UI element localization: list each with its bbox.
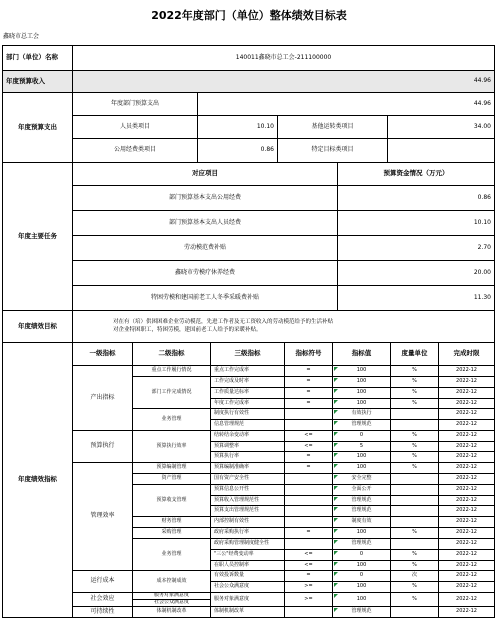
indicator-time: 2022-12 bbox=[439, 463, 495, 474]
indicator-sym: = bbox=[285, 528, 333, 539]
indicator-val: 100 bbox=[333, 366, 391, 377]
indicator-val: 100 bbox=[333, 593, 391, 607]
dept-label: 部门（单位）名称 bbox=[3, 46, 73, 71]
cell-comment-marker bbox=[334, 486, 338, 490]
indicator-ind: 社会公众满意度 bbox=[211, 582, 285, 593]
indicator-ind: 结转结余变动率 bbox=[211, 431, 285, 442]
level1-cell: 可持续性 bbox=[73, 607, 133, 618]
task-value: 11.30 bbox=[338, 286, 495, 311]
task-name: 劳动模范费补贴 bbox=[73, 236, 338, 261]
indicator-sym: = bbox=[285, 388, 333, 399]
indicator-val: 100 bbox=[333, 463, 391, 474]
indicator-unit bbox=[391, 506, 439, 517]
indicator-ind: 内部控制有效性 bbox=[211, 517, 285, 528]
indicator-unit bbox=[391, 517, 439, 528]
public-label: 公用经费类项目 bbox=[73, 139, 198, 163]
cell-comment-marker bbox=[334, 389, 338, 393]
indicator-time: 2022-12 bbox=[439, 388, 495, 399]
indicator-sym: >= bbox=[285, 593, 333, 607]
level2-cell: 部门工作完成情况 bbox=[133, 377, 211, 409]
cell-comment-marker bbox=[334, 608, 338, 612]
indicator-ind: 在职人员控制率 bbox=[211, 561, 285, 571]
indicator-sym bbox=[285, 485, 333, 496]
indicator-val: 0 bbox=[333, 550, 391, 561]
ind-header: 一级指标 bbox=[73, 343, 133, 366]
indicator-unit bbox=[391, 496, 439, 506]
income-label: 年度预算收入 bbox=[3, 71, 73, 93]
indicator-ind: 预算执行率 bbox=[211, 452, 285, 463]
operation-value: 34.00 bbox=[388, 116, 495, 139]
indicator-val: 有效执行 bbox=[333, 409, 391, 420]
indicator-unit: % bbox=[391, 388, 439, 399]
cell-comment-marker bbox=[334, 443, 338, 447]
indicator-val: 管理规范 bbox=[333, 420, 391, 431]
indicator-sym: = bbox=[285, 377, 333, 388]
indicator-val: 安全完整 bbox=[333, 474, 391, 485]
level2-cell: 业务管理 bbox=[133, 539, 211, 571]
indicator-time: 2022-12 bbox=[439, 571, 495, 582]
special-value bbox=[388, 139, 495, 163]
cell-comment-marker bbox=[334, 572, 338, 576]
ind-header: 指标值 bbox=[333, 343, 391, 366]
indicator-unit: % bbox=[391, 442, 439, 452]
ind-header: 指标符号 bbox=[285, 343, 333, 366]
indicator-val: 100 bbox=[333, 452, 391, 463]
indicator-sym bbox=[285, 506, 333, 517]
indicator-val: 5 bbox=[333, 442, 391, 452]
indicator-ind: 重点工作完成率 bbox=[211, 366, 285, 377]
indicator-unit: % bbox=[391, 561, 439, 571]
indicator-sym: <= bbox=[285, 561, 333, 571]
level2-cell: 业务管理 bbox=[133, 409, 211, 431]
indicator-unit bbox=[391, 474, 439, 485]
personnel-label: 人员类项目 bbox=[73, 116, 198, 139]
indicator-sym bbox=[285, 409, 333, 420]
indicator-ind: 政府采购管理制度健全性 bbox=[211, 539, 285, 550]
ind-header: 二级指标 bbox=[133, 343, 211, 366]
operation-label: 基他运转类项目 bbox=[278, 116, 388, 139]
indicator-unit: % bbox=[391, 593, 439, 607]
indicator-ind: 政府采购执行率 bbox=[211, 528, 285, 539]
income-value: 44.96 bbox=[73, 71, 495, 93]
level2-cell: 体制机制改革 bbox=[133, 607, 211, 618]
indicator-unit: % bbox=[391, 452, 439, 463]
indicator-unit: % bbox=[391, 377, 439, 388]
cell-comment-marker bbox=[334, 421, 338, 425]
indicator-sym: <= bbox=[285, 431, 333, 442]
indicator-unit: 次 bbox=[391, 571, 439, 582]
expense-label: 年度预算支出 bbox=[3, 93, 73, 163]
indicator-sym bbox=[285, 517, 333, 528]
indicator-val: 管理规范 bbox=[333, 506, 391, 517]
indicator-time: 2022-12 bbox=[439, 399, 495, 409]
indicator-time: 2022-12 bbox=[439, 366, 495, 377]
indicator-sym bbox=[285, 607, 333, 618]
indicator-unit: % bbox=[391, 582, 439, 593]
indicator-time: 2022-12 bbox=[439, 528, 495, 539]
level2-cell: 预算收支管理 bbox=[133, 485, 211, 517]
indicator-val: 管理规范 bbox=[333, 607, 391, 618]
indicator-time: 2022-12 bbox=[439, 474, 495, 485]
special-label: 特定目标类项目 bbox=[278, 139, 388, 163]
cell-comment-marker bbox=[334, 400, 338, 404]
task-value: 20.00 bbox=[338, 261, 495, 286]
level1-cell: 预算执行 bbox=[73, 431, 133, 463]
task-name: 鑫晓市劳模疗休养经费 bbox=[73, 261, 338, 286]
cell-comment-marker bbox=[334, 367, 338, 371]
cell-comment-marker bbox=[334, 551, 338, 555]
indicator-sym: <= bbox=[285, 442, 333, 452]
goal-text bbox=[73, 311, 495, 343]
indicator-ind: "三公"经费变动率 bbox=[211, 550, 285, 561]
indicator-time: 2022-12 bbox=[439, 420, 495, 431]
indicator-time: 2022-12 bbox=[439, 561, 495, 571]
cell-comment-marker bbox=[334, 378, 338, 382]
indicator-ind: 有效投诉数量 bbox=[211, 571, 285, 582]
dept-value: 140011鑫晓市总工会-211100000 bbox=[73, 46, 495, 71]
indicator-time: 2022-12 bbox=[439, 496, 495, 506]
task-name: 特困劳模和建国前老工人冬季采暖费补贴 bbox=[73, 286, 338, 311]
indicator-time: 2022-12 bbox=[439, 607, 495, 618]
task-value: 2.70 bbox=[338, 236, 495, 261]
tasks-label: 年度主要任务 bbox=[3, 163, 73, 311]
indicator-ind: 信息管理规范 bbox=[211, 420, 285, 431]
indicator-time: 2022-12 bbox=[439, 452, 495, 463]
indicator-val: 0 bbox=[333, 571, 391, 582]
level2-cell: 采购管理 bbox=[133, 528, 211, 539]
level1-cell: 运行成本 bbox=[73, 571, 133, 593]
expense-total-value: 44.96 bbox=[198, 93, 495, 116]
indicator-unit bbox=[391, 607, 439, 618]
indicator-val: 管理规范 bbox=[333, 539, 391, 550]
indicator-time: 2022-12 bbox=[439, 409, 495, 420]
cell-comment-marker bbox=[334, 453, 338, 457]
goal-label: 年度绩效目标 bbox=[3, 311, 73, 343]
indicator-val: 0 bbox=[333, 431, 391, 442]
page-title: 2022年度部门（单位）整体绩效目标表 bbox=[151, 9, 347, 22]
cell-comment-marker bbox=[334, 594, 338, 598]
indicator-sym: >= bbox=[285, 582, 333, 593]
indicator-time: 2022-12 bbox=[439, 593, 495, 607]
task-name: 部门预算基本支出公用经费 bbox=[73, 186, 338, 211]
cell-comment-marker bbox=[334, 497, 338, 501]
level2-cell: 预算执行效率 bbox=[133, 431, 211, 463]
indicator-unit: % bbox=[391, 463, 439, 474]
indicator-sym bbox=[285, 474, 333, 485]
indicator-ind: 工作完成及时率 bbox=[211, 377, 285, 388]
indicator-val: 100 bbox=[333, 582, 391, 593]
level2-cell: 社会公众满意度 bbox=[133, 600, 211, 607]
cell-comment-marker bbox=[334, 518, 338, 522]
indicator-sym: = bbox=[285, 463, 333, 474]
indicator-ind: 预算支出管理规范性 bbox=[211, 506, 285, 517]
indicator-sym: = bbox=[285, 366, 333, 377]
indicator-sym bbox=[285, 496, 333, 506]
indicator-sym: = bbox=[285, 571, 333, 582]
indicator-time: 2022-12 bbox=[439, 442, 495, 452]
indicator-val: 管理规范 bbox=[333, 496, 391, 506]
tasks-col-project: 对应项目 bbox=[73, 163, 338, 186]
level1-cell: 社会效应 bbox=[73, 593, 133, 607]
indicator-unit: % bbox=[391, 550, 439, 561]
goal-text-line2: 对企业特困职工，特困劳模，建国前老工人给予的采暖补贴。 bbox=[113, 326, 262, 333]
task-value: 10.10 bbox=[338, 211, 495, 236]
indicator-unit: % bbox=[391, 366, 439, 377]
personnel-value: 10.10 bbox=[198, 116, 278, 139]
task-name: 部门预算基本支出人员经费 bbox=[73, 211, 338, 236]
cell-comment-marker bbox=[334, 540, 338, 544]
indicator-val: 100 bbox=[333, 377, 391, 388]
level2-cell: 重点工作履行情况 bbox=[133, 366, 211, 377]
indicator-val: 全面公开 bbox=[333, 485, 391, 496]
indicator-ind: 预算编制准确率 bbox=[211, 463, 285, 474]
ind-header: 三级指标 bbox=[211, 343, 285, 366]
performance-table bbox=[2, 45, 495, 618]
level2-cell: 资产管理 bbox=[133, 474, 211, 485]
public-value: 0.86 bbox=[198, 139, 278, 163]
level2-cell: 服务对象满意度 bbox=[133, 593, 211, 600]
indicator-sym: <= bbox=[285, 550, 333, 561]
indicator-time: 2022-12 bbox=[439, 582, 495, 593]
indicator-ind: 预算收入管理规范性 bbox=[211, 496, 285, 506]
unit-name: 鑫晓市总工会 bbox=[3, 33, 40, 40]
tasks-col-budget: 预算资金情况（万元） bbox=[338, 163, 495, 186]
indicator-unit bbox=[391, 409, 439, 420]
cell-comment-marker bbox=[334, 464, 338, 468]
ind-header: 度量单位 bbox=[391, 343, 439, 366]
indicator-unit: % bbox=[391, 431, 439, 442]
indicator-unit bbox=[391, 539, 439, 550]
cell-comment-marker bbox=[334, 562, 338, 566]
cell-comment-marker bbox=[334, 475, 338, 479]
cell-comment-marker bbox=[334, 529, 338, 533]
cell-comment-marker bbox=[334, 432, 338, 436]
ind-header: 完成时限 bbox=[439, 343, 495, 366]
indicator-ind: 体制机制改革 bbox=[211, 607, 285, 618]
indicator-ind: 工作质量达标率 bbox=[211, 388, 285, 399]
indicators-label: 年度绩效指标 bbox=[3, 343, 73, 618]
indicator-ind: 国有资产安全性 bbox=[211, 474, 285, 485]
indicator-val: 100 bbox=[333, 561, 391, 571]
level2-cell: 财务管理 bbox=[133, 517, 211, 528]
indicator-unit bbox=[391, 420, 439, 431]
indicator-time: 2022-12 bbox=[439, 377, 495, 388]
level2-cell: 预算编制管理 bbox=[133, 463, 211, 474]
cell-comment-marker bbox=[334, 410, 338, 414]
indicator-time: 2022-12 bbox=[439, 431, 495, 442]
indicator-time: 2022-12 bbox=[439, 550, 495, 561]
indicator-time: 2022-12 bbox=[439, 485, 495, 496]
goal-text-line1: 对在有（培）供困困难企业劳动模范，先进工作者及无工资收入的劳动模范给予的生活补贴 bbox=[113, 319, 334, 326]
level1-cell: 产出指标 bbox=[73, 366, 133, 431]
indicator-unit bbox=[391, 485, 439, 496]
indicator-val: 100 bbox=[333, 528, 391, 539]
indicator-val: 制度有效 bbox=[333, 517, 391, 528]
cell-comment-marker bbox=[334, 507, 338, 511]
indicator-time: 2022-12 bbox=[439, 506, 495, 517]
indicator-sym bbox=[285, 420, 333, 431]
indicator-time: 2022-12 bbox=[439, 517, 495, 528]
indicator-val: 100 bbox=[333, 388, 391, 399]
expense-total-label: 年度部门预算支出 bbox=[73, 93, 198, 116]
indicator-ind: 制度执行有效性 bbox=[211, 409, 285, 420]
indicator-val: 100 bbox=[333, 399, 391, 409]
indicator-time: 2022-12 bbox=[439, 539, 495, 550]
indicator-sym bbox=[285, 539, 333, 550]
level2-cell: 成本控制成效 bbox=[133, 571, 211, 593]
indicator-unit: % bbox=[391, 399, 439, 409]
indicator-sym: = bbox=[285, 399, 333, 409]
cell-comment-marker bbox=[334, 583, 338, 587]
indicator-ind: 服务对象满意度 bbox=[211, 593, 285, 607]
indicator-unit: % bbox=[391, 528, 439, 539]
indicator-ind: 预算调整率 bbox=[211, 442, 285, 452]
task-value: 0.86 bbox=[338, 186, 495, 211]
indicator-ind: 年度工作完成率 bbox=[211, 399, 285, 409]
indicator-ind: 预算信息公开性 bbox=[211, 485, 285, 496]
level1-cell: 管理效率 bbox=[73, 463, 133, 571]
indicator-sym: = bbox=[285, 452, 333, 463]
